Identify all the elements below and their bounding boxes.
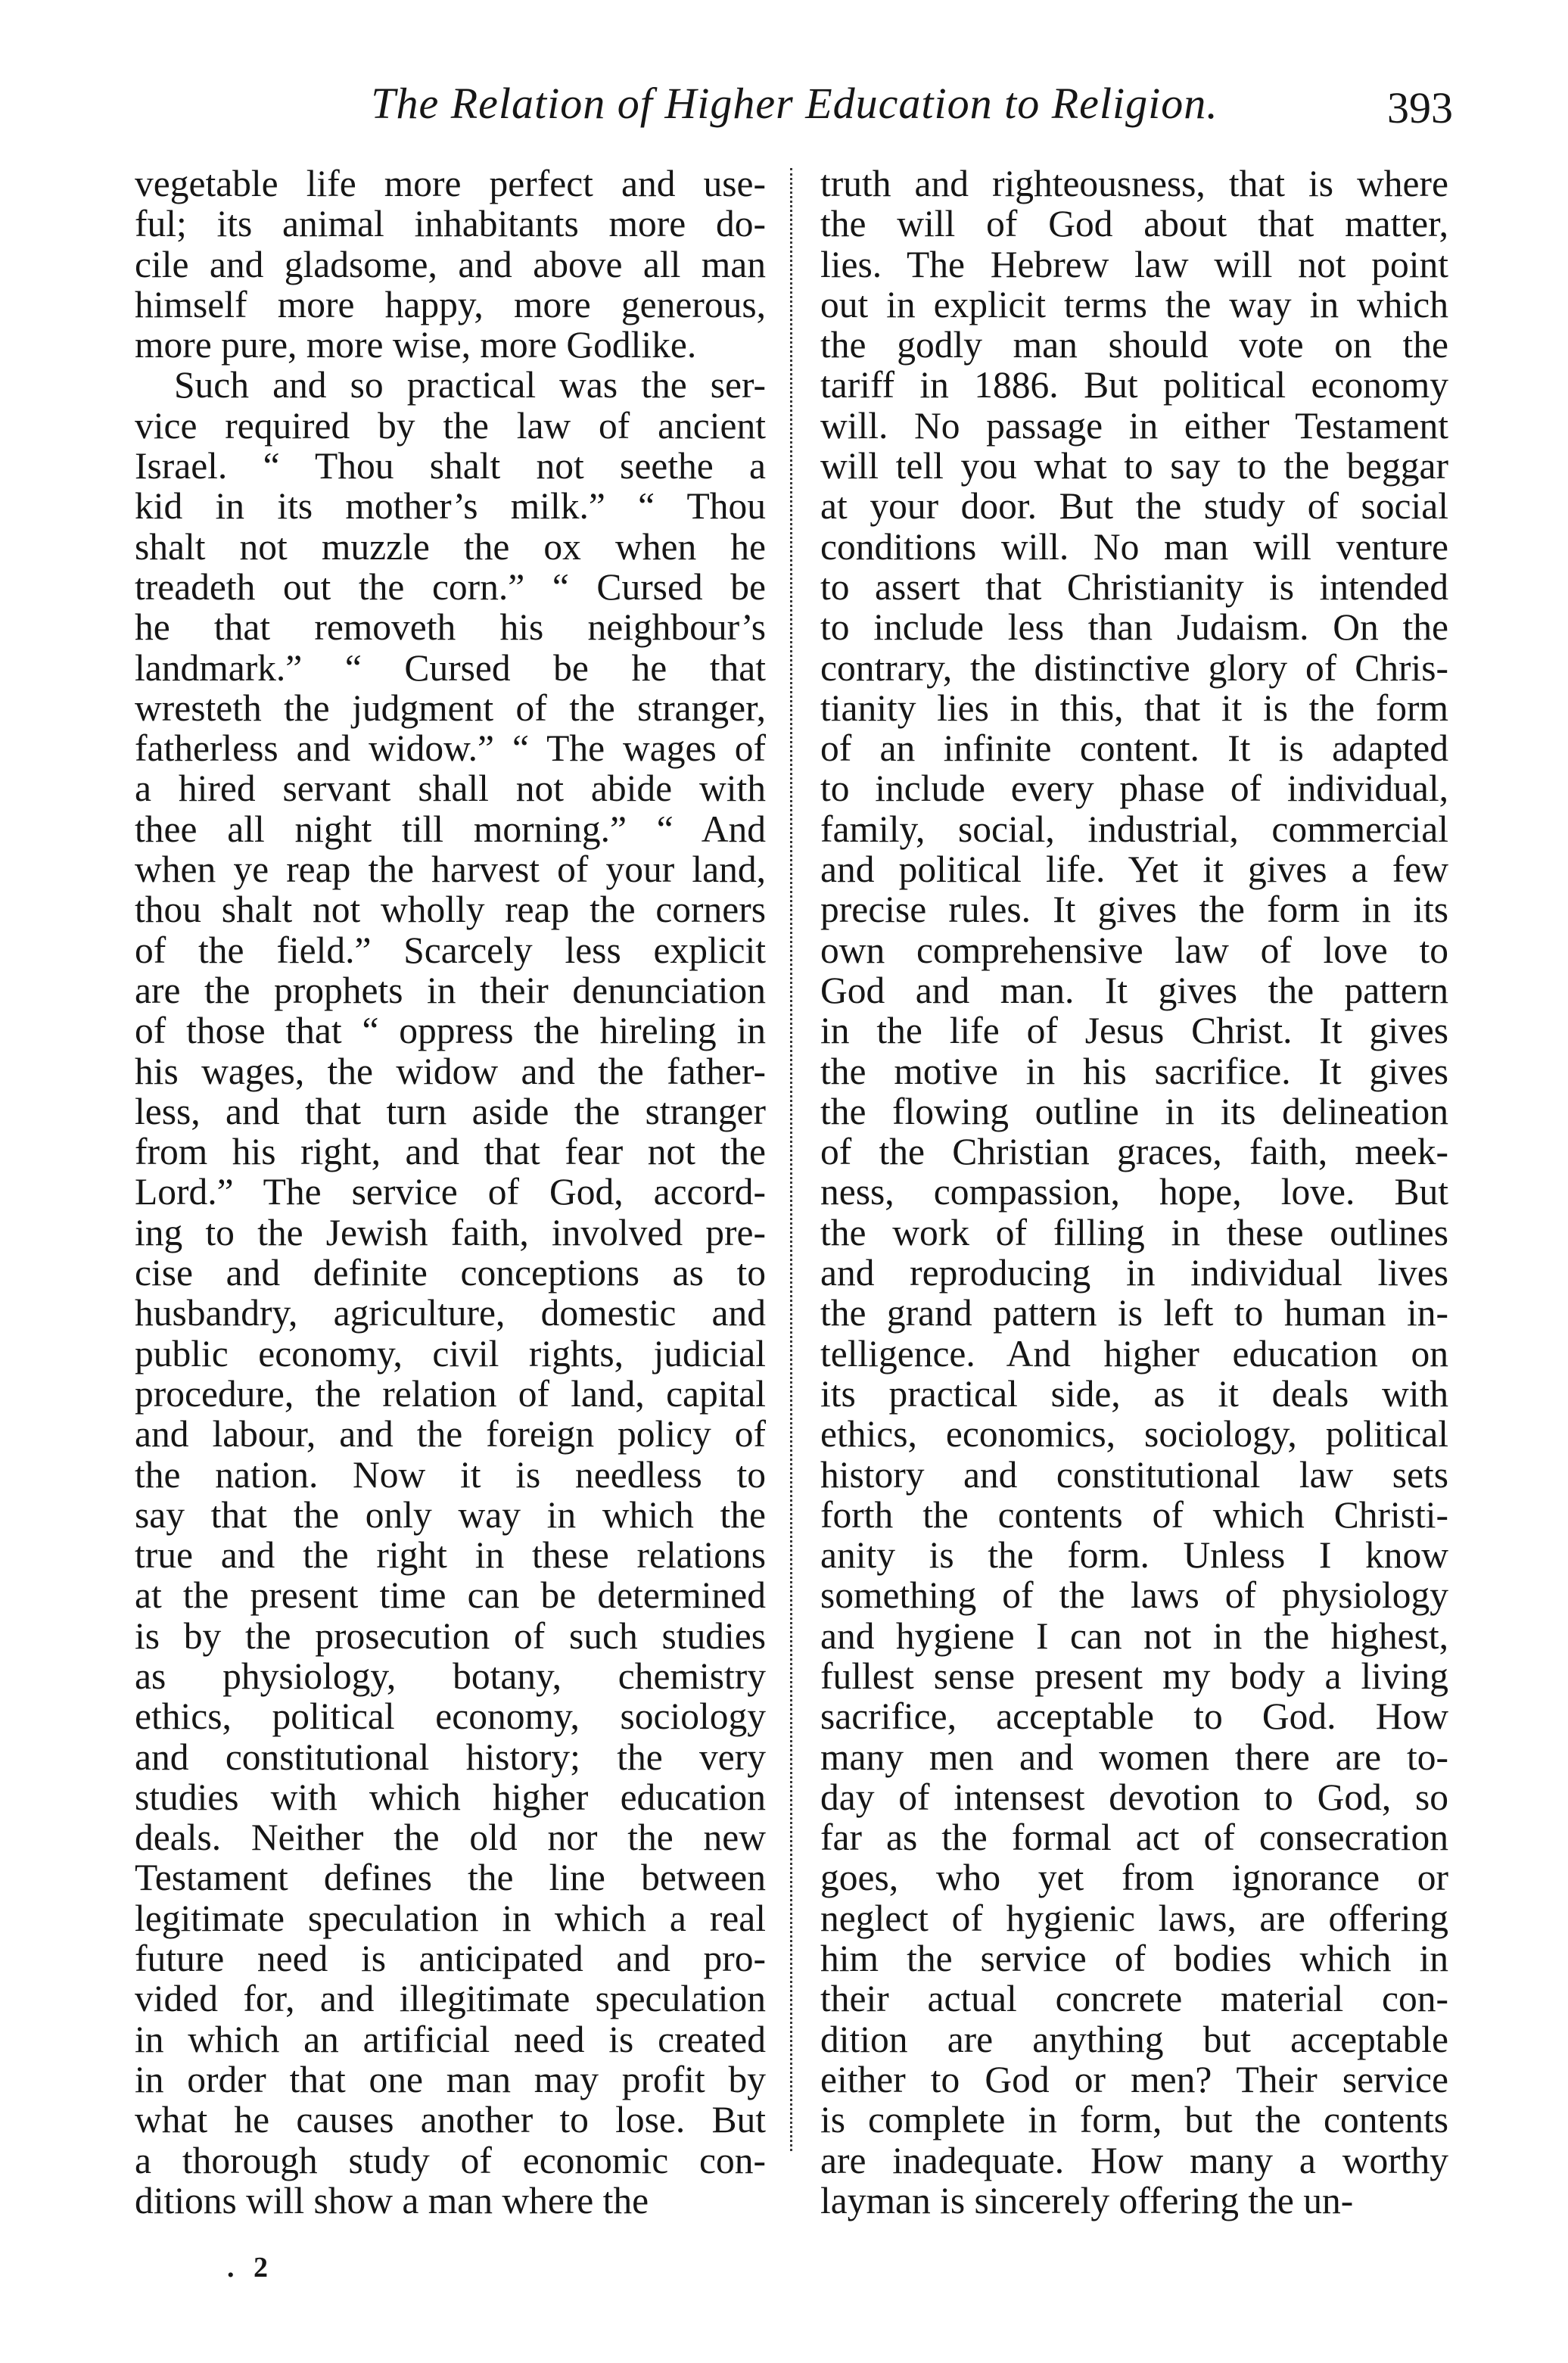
text-line: truth and righteousness, that is where (820, 163, 1448, 204)
text-line: thee all night till morning.” “ And (135, 808, 766, 850)
text-line: when ye reap the harvest of your land, (135, 848, 766, 891)
text-line: conditions will. No man will venture (820, 525, 1448, 568)
left-column (135, 163, 766, 2221)
text-line: ethics, political economy, sociology (135, 1695, 766, 1738)
text-line: more pure, more wise, more Godlike. (135, 324, 697, 366)
text-line: wresteth the judgment of the stranger, (135, 686, 766, 729)
text-line: to include less than Judaism. On the (820, 606, 1448, 649)
text-line: Israel. “ Thou shalt not seethe a (135, 445, 766, 487)
text-line: of an infinite content. It is adapted (820, 727, 1448, 770)
running-title: The Relation of Higher Education to Religion. (371, 79, 1218, 128)
text-line: in which an artificial need is created (135, 2018, 766, 2060)
text-line: telligence. And higher education on (820, 1332, 1448, 1375)
text-line: his wages, the widow and the father- (135, 1050, 766, 1092)
text-line: precise rules. It gives the form in its (820, 889, 1448, 931)
text-line: sacrifice, acceptable to God. How (820, 1695, 1448, 1738)
text-line: at the present time can be determined (135, 1574, 766, 1617)
text-line: future need is anticipated and pro- (135, 1938, 766, 1980)
text-line: either to God or men? Their service (820, 2058, 1448, 2100)
text-line: of the field.” Scarcely less explicit (135, 929, 766, 971)
text-line: ness, compassion, hope, love. But (820, 1171, 1448, 1213)
text-line: family, social, industrial, commercial (820, 808, 1448, 850)
text-line: the nation. Now it is needless to (135, 1453, 766, 1496)
text-line: Such and so practical was the ser- (174, 364, 766, 406)
text-line: day of intensest devotion to God, so (820, 1776, 1448, 1818)
text-line: Testament defines the line between (135, 1857, 766, 1899)
text-line: of those that “ oppress the hireling in (135, 1010, 766, 1052)
text-line: vided for, and illegitimate speculation (135, 1978, 766, 2020)
text-line: cile and gladsome, and above all man (135, 243, 766, 285)
text-line: treadeth out the corn.” “ Cursed be (135, 565, 766, 608)
text-line: layman is sincerely offering the un- (820, 2179, 1354, 2221)
column-divider (790, 168, 792, 2151)
text-line: lies. The Hebrew law will not point (820, 243, 1448, 285)
signature-mark: . 2 (227, 2252, 274, 2284)
text-line: the godly man should vote on the (820, 324, 1448, 366)
text-line: are inadequate. How many a worthy (820, 2139, 1448, 2181)
text-line: the will of God about that matter, (820, 203, 1448, 245)
text-line: public economy, civil rights, judicial (135, 1332, 766, 1375)
text-line: less, and that turn aside the stranger (135, 1090, 766, 1132)
text-line: history and constitutional law sets (820, 1453, 1448, 1496)
text-line: from his right, and that fear not the (135, 1131, 766, 1173)
text-line: in the life of Jesus Christ. It gives (820, 1010, 1448, 1052)
text-line: vegetable life more perfect and use- (135, 163, 766, 204)
page-number: 393 (1387, 83, 1453, 132)
text-line: procedure, the relation of land, capital (135, 1372, 766, 1415)
text-line: what he causes another to lose. But (135, 2099, 766, 2141)
text-line: landmark.” “ Cursed be he that (135, 646, 766, 689)
text-line: and reproducing in individual lives (820, 1252, 1448, 1294)
text-line: ethics, economics, sociology, political (820, 1413, 1448, 1455)
text-line: in order that one man may profit by (135, 2058, 766, 2100)
text-line: and labour, and the foreign policy of (135, 1413, 766, 1455)
text-line: ful; its animal inhabitants more do- (135, 203, 766, 245)
text-line: true and the right in these relations (135, 1534, 766, 1577)
text-line: tianity lies in this, that it is the form (820, 686, 1448, 729)
text-line: anity is the form. Unless I know (820, 1534, 1448, 1577)
text-line: far as the formal act of consecration (820, 1817, 1448, 1859)
text-line: fatherless and widow.” “ The wages of (135, 727, 766, 770)
text-line: a hired servant shall not abide with (135, 767, 766, 810)
text-line: contrary, the distinctive glory of Chris- (820, 646, 1448, 689)
text-line: cise and definite conceptions as to (135, 1252, 766, 1294)
text-line: to assert that Christianity is intended (820, 565, 1448, 608)
text-line: fullest sense present my body a living (820, 1655, 1448, 1697)
text-line: a thorough study of economic con- (135, 2139, 766, 2181)
text-line: God and man. It gives the pattern (820, 969, 1448, 1011)
text-line: will. No passage in either Testament (820, 404, 1448, 447)
text-line: something of the laws of physiology (820, 1574, 1448, 1617)
text-line: studies with which higher education (135, 1776, 766, 1818)
text-line: the work of filling in these outlines (820, 1211, 1448, 1253)
text-line: Lord.” The service of God, accord- (135, 1171, 766, 1213)
page-header (136, 70, 1453, 138)
text-line: will tell you what to say to the beggar (820, 445, 1448, 487)
text-line: as physiology, botany, chemistry (135, 1655, 766, 1697)
text-line: tariff in 1886. But political economy (820, 364, 1448, 406)
text-line: their actual concrete material con- (820, 1978, 1448, 2020)
text-line: the motive in his sacrifice. It gives (820, 1050, 1448, 1092)
text-line: kid in its mother’s milk.” “ Thou (135, 485, 766, 528)
text-line: dition are anything but acceptable (820, 2018, 1448, 2060)
text-line: the flowing outline in its delineation (820, 1090, 1448, 1132)
text-line: thou shalt not wholly reap the corners (135, 889, 766, 931)
text-line: are the prophets in their denunciation (135, 969, 766, 1011)
text-line: at your door. But the study of social (820, 485, 1448, 528)
text-line: say that the only way in which the (135, 1493, 766, 1536)
text-line: and constitutional history; the very (135, 1736, 766, 1778)
text-line: and hygiene I can not in the highest, (820, 1614, 1448, 1657)
text-line: ditions will show a man where the (135, 2179, 649, 2221)
text-line: of the Christian graces, faith, meek- (820, 1131, 1448, 1173)
text-line: neglect of hygienic laws, are offering (820, 1897, 1448, 1939)
text-line: him the service of bodies which in (820, 1938, 1448, 1980)
text-line: husbandry, agriculture, domestic and (135, 1292, 766, 1334)
text-line: legitimate speculation in which a real (135, 1897, 766, 1939)
right-column (820, 163, 1448, 2221)
text-line: ing to the Jewish faith, involved pre- (135, 1211, 766, 1253)
text-line: vice required by the law of ancient (135, 404, 766, 447)
text-line: deals. Neither the old nor the new (135, 1817, 766, 1859)
text-line: is by the prosecution of such studies (135, 1614, 766, 1657)
text-line: forth the contents of which Christi- (820, 1493, 1448, 1536)
text-line: the grand pattern is left to human in- (820, 1292, 1448, 1334)
text-line: is complete in form, but the contents (820, 2099, 1448, 2141)
text-line: to include every phase of individual, (820, 767, 1448, 810)
text-line: many men and women there are to- (820, 1736, 1448, 1778)
text-line: himself more happy, more generous, (135, 283, 766, 325)
text-line: out in explicit terms the way in which (820, 283, 1448, 325)
text-line: goes, who yet from ignorance or (820, 1857, 1448, 1899)
text-line: own comprehensive law of love to (820, 929, 1448, 971)
text-line: its practical side, as it deals with (820, 1372, 1448, 1415)
text-line: he that removeth his neighbour’s (135, 606, 766, 649)
text-line: and political life. Yet it gives a few (820, 848, 1448, 891)
text-line: shalt not muzzle the ox when he (135, 525, 766, 568)
